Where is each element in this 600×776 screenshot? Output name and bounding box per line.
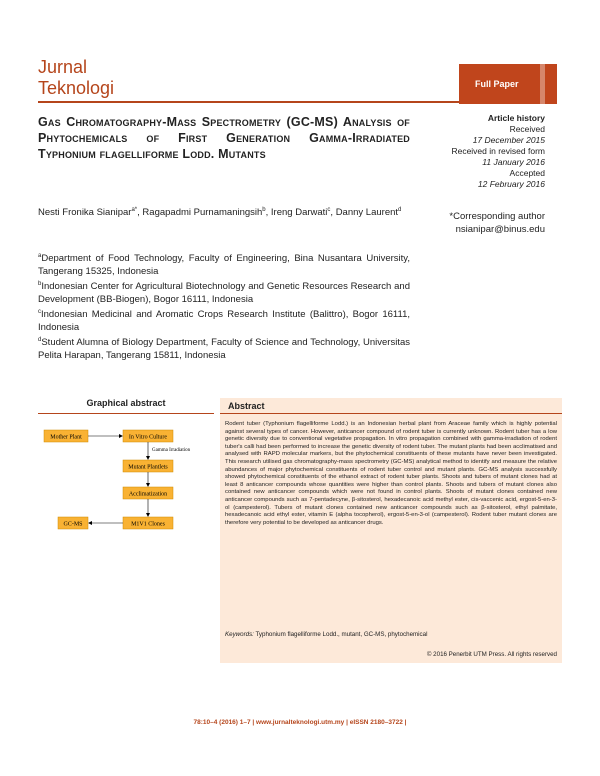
abstract-body: Rodent tuber (Typhonium flagelliforme Lodd.) is an Indonesian herbal plant from Araceae family which is highly potential against several types of cancer. However, anticancer compound of rodent tuber is currently unknown. Rodent tuber has a low genetic diversity due to conventional vegetative propagation. In vitro propagation combined with gamma-irradiation of rodent tuber's calli had been performed to increase the genetic diversity of rodent tuber. The mutant plants had been acclimatised and analysed with RAPD molecular markers, but the phytochemical constituents of these mutants have never been investigated. This research utilised gas chromatography-mass spectrometry (GC-MS) analytical method to identify and measure the relative abundances of major phytochemical constituents of rodent tuber control and mutant plants. GC-MS analysis successfully showed phytochemical constituents of the ethanol extract of rodent tuber plants. Shoots and tubers of mutant clones had at least 8 anticancer compounds whose quantities were higher than control plants. Shoots and tubers of mutant clones also contained new anticancer compounds which were not found in control plants. Shoots of mutant clones contained new anticancer compounds such as 7-pentadecyne, β-sitosterol, hexadecanoic acid methyl ester, cis-vaccenic acid, ergost-5-en-3-ol (campesterol). Tubers of mutant clones contained new anticancer compounds such as β-sitosterol, ethyl palmitate, hexadecanoic acid ethyl ester, vitamin E (alpha tocopherol), ergost-5-en-3-ol (campesterol). Rodent tuber mutant clones are therefore very potential to be developed as anticancer drugs. [225,421,557,526]
arrow-3-head [146,483,150,487]
graphical-abstract-flowchart [38,414,214,544]
article-history [405,113,545,190]
label-m1v1: M1V1 Clones [131,521,165,528]
received-label: Received [509,124,545,134]
affiliation-b: $^b$Indonesian Center for Agricultural Biotechnology and Genetic Resources Research and Development (BB-Biogen), Bogor 16111, Indonesia [38,281,410,305]
label-mother-plant: Mother Plant [50,434,82,441]
affiliations [38,250,410,363]
abstract-rule [220,413,562,414]
arrow-4-head [146,513,150,517]
header-rule [38,101,466,103]
keywords [225,631,557,639]
corresponding-author [375,211,545,236]
journal-name-line2: Teknologi [38,78,115,98]
keywords-label: Keywords: [225,631,254,638]
paper-title: Gas Chromatography-Mass Spectrometry (GC-MS) Analysis of Phytochemicals of First Generation Gamma-Irradiated Typhonium flagelliforme Lodd. Mutants [38,115,410,161]
page-footer: 78:10–4 (2016) 1–7 | www.jurnalteknologi.utm.my | eISSN 2180–3722 | [193,719,407,726]
arrow-1-head [119,434,123,438]
accepted-label: Accepted [509,168,545,178]
accepted-date: 12 February 2016 [477,179,545,189]
arrow-2-head [146,456,150,460]
full-paper-badge: Full Paper [459,64,557,104]
journal-name-line1: Jurnal [38,57,88,77]
revised-label: Received in revised form [451,146,545,156]
author-list: Nesti Fronika Sianipar$^{a*}$, Ragapadmi Purnamaningsih$^b$, Ireng Darwati$^c$, Danny Laurent$^d$ [38,207,402,219]
label-in-vitro: In Vitro Culture [128,434,168,441]
keywords-text: Typhonium flagelliforme Lodd., mutant, GC-MS, phytochemical [255,631,428,638]
label-gamma: Gamma Irradiation [152,448,191,453]
affiliation-d: $^d$Student Alumna of Biology Department, Faculty of Science and Technology, Universitas Pelita Harapan, Tangerang 15811, Indonesia [38,337,410,362]
label-mutant: Mutant Plantlets [128,464,168,471]
badge-stripe [540,64,545,104]
graphical-abstract-heading: Graphical abstract [86,398,166,408]
journal-name [38,57,114,99]
affiliation-c: $^c$Indonesian Medicinal and Aromatic Crops Research Institute (Balittro), Bogor 16111, Indonesia [38,309,410,333]
corresponding-email[interactable]: nsianipar@binus.edu [455,223,545,235]
copyright: © 2016 Penerbit UTM Press. All rights reserved [426,651,557,658]
received-date: 17 December 2015 [472,135,545,145]
affiliation-a: $^a$Department of Food Technology, Faculty of Engineering, Bina Nusantara University, Tangerang 15325, Indonesia [38,253,410,277]
arrow-5-head [88,521,92,525]
history-heading: Article history [487,113,545,123]
corresponding-label: *Corresponding author [449,211,545,222]
abstract-heading: Abstract [228,401,265,411]
revised-date: 11 January 2016 [482,157,545,167]
label-acclim: Acclimatization [128,491,168,498]
label-gcms: GC-MS [63,521,83,528]
